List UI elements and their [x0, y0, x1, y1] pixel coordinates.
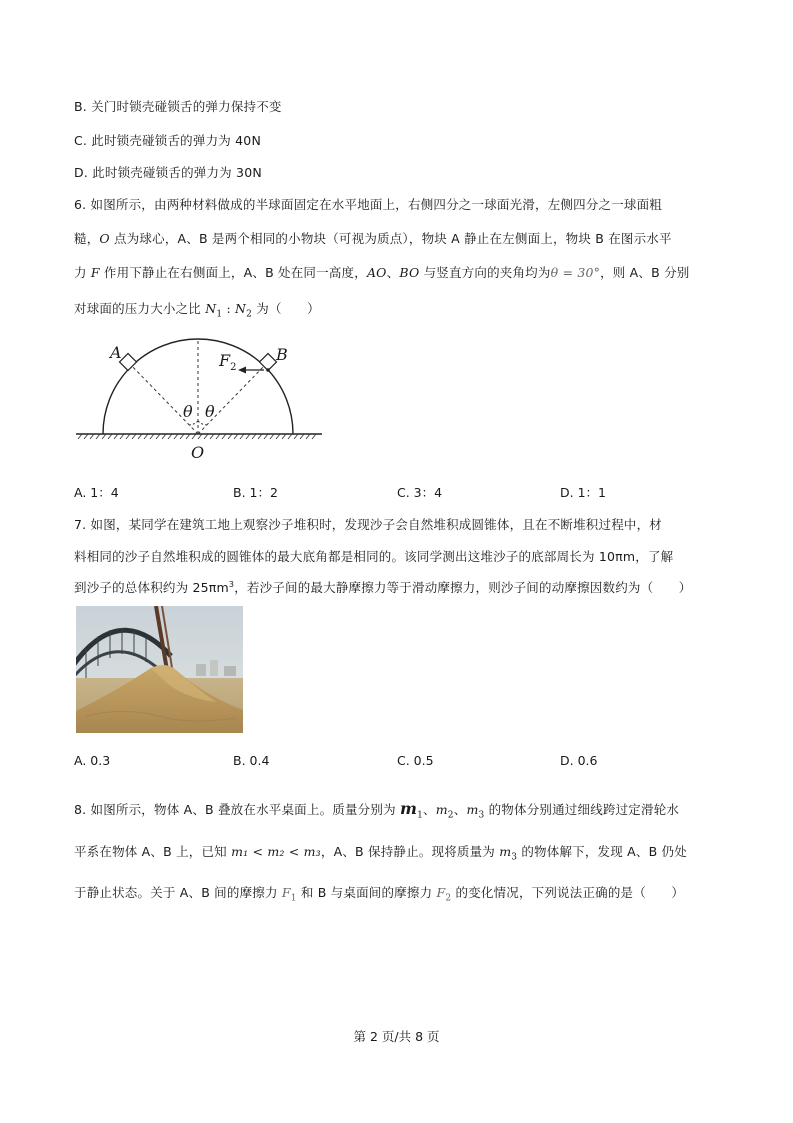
sand-pile-photo: [76, 606, 243, 733]
q6-figure-theta-left: θ: [183, 402, 193, 421]
q6-option-c: C. 3：4: [397, 485, 443, 500]
q6-stem-line-3: 力 F 作用下静止在右侧面上，A、B 处在同一高度，AO、BO 与竖直方向的夹角均为θ = 30°，则 A、B 分别: [74, 265, 690, 280]
q6-figure-label-o: O: [191, 443, 205, 462]
page-footer: 第 2 页/共 8 页: [353, 1029, 440, 1044]
q6-figure-label-f: $F_2$: [219, 351, 237, 374]
q5-option-b: B. 关门时锁壳碰锁舌的弹力保持不变: [74, 99, 282, 114]
q6-stem-line-1: 6. 如图所示，由两种材料做成的半球面固定在水平地面上，右侧四分之一球面光滑，左侧四分之一球面粗: [74, 197, 663, 212]
q7-option-c: C. 0.5: [397, 753, 434, 768]
q8-stem-line-2: 平系在物体 A、B 上，已知 m₁ < m₂ < m₃，A、B 保持静止。现将质量为 $m_3$ 的物体解下，发现 A、B 仍处: [74, 844, 687, 863]
q6-stem-line-2: 糙，O 点为球心，A、B 是两个相同的小物块（可视为质点），物块 A 静止在左侧面上，物块 B 在图示水平: [74, 231, 672, 246]
q7-stem-line-3: 到沙子的总体积约为 $25\pi m^3$，若沙子间的最大静摩擦力等于滑动摩擦力，则沙子间的动摩擦因数约为（ ）: [74, 579, 692, 595]
q7-stem-line-1: 7. 如图，某同学在建筑工地上观察沙子堆积时，发现沙子会自然堆积成圆锥体，且在不断堆积过程中，材: [74, 517, 663, 532]
q6-figure-label-b: B: [276, 345, 288, 364]
q5-option-d: D. 此时锁壳碰锁舌的弹力为 30N: [74, 165, 262, 180]
q8-stem-line-3: 于静止状态。关于 A、B 间的摩擦力 $F_1$ 和 B 与桌面间的摩擦力 $F_2$ 的变化情况，下列说法正确的是（ ）: [74, 885, 685, 904]
q6-figure-label-a: A: [110, 343, 122, 362]
q7-stem-line-2: 料相同的沙子自然堆积成的圆锥体的最大底角都是相同的。该同学测出这堆沙子的底部周长为 10πm，了解: [74, 549, 674, 564]
q5-option-c: C. 此时锁壳碰锁舌的弹力为 40N: [74, 133, 262, 148]
q7-option-b: B. 0.4: [233, 753, 270, 768]
q7-option-d: D. 0.6: [560, 753, 598, 768]
q6-option-a: A. 1：4: [74, 485, 119, 500]
q8-stem-line-1: 8. 如图所示，物体 A、B 叠放在水平桌面上。质量分别为 $m_1$、$m_2$、$m_3$ 的物体分别通过细线跨过定滑轮水: [74, 799, 680, 821]
q6-option-d: D. 1：1: [560, 485, 606, 500]
q6-stem-line-4: 对球面的压力大小之比 $N_1$ : $N_2$ 为（ ）: [74, 301, 320, 320]
q7-option-a: A. 0.3: [74, 753, 111, 768]
q6-option-b: B. 1：2: [233, 485, 278, 500]
q6-figure-theta-right: θ: [205, 402, 215, 421]
